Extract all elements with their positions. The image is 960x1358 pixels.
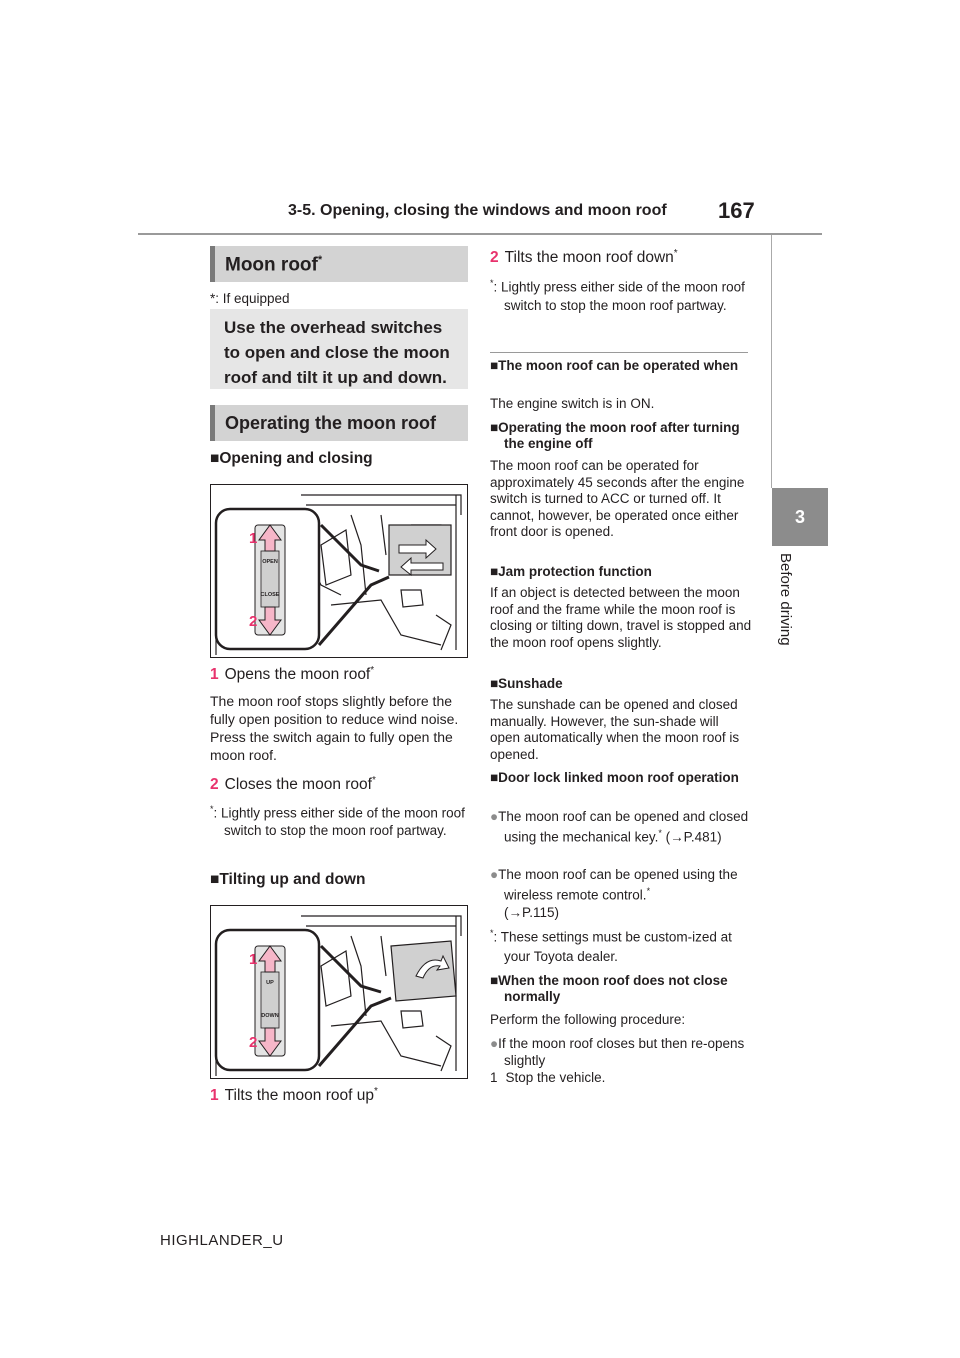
operating-title: Operating the moon roof [210, 405, 468, 441]
note-not-close-text: Perform the following procedure: [490, 1012, 686, 1027]
door-b1-text: The moon roof can be opened and closed using the mechanical key. [498, 809, 749, 845]
note-door-footnote [490, 924, 752, 966]
tilt-fn-mark: * [490, 278, 494, 288]
door-b2-ref[interactable]: (→P.115) [504, 904, 560, 920]
note-sunshade-heading: ■Sunshade [490, 676, 563, 691]
step-tilt-down-num: 2 [490, 249, 499, 267]
callout-1: 1 [249, 530, 258, 547]
opening-heading: ■Opening and closing [210, 450, 373, 467]
close-fn-text: : Lightly press either side of the moon roof switch to stop the moon roof partway. [213, 805, 465, 838]
note-not-close-step [490, 1070, 752, 1087]
switch-label-close: CLOSE [260, 592, 280, 598]
bullet-dot-icon: ● [490, 809, 499, 824]
step-tilt-up [210, 1086, 470, 1105]
note-jam-text: If an object is detected between the moon roof and the frame while the moon roof is closing or tilting down, travel is stopped and the moon roof opens slightly. [490, 585, 752, 650]
callout-2: 2 [249, 613, 258, 630]
note-not-close-heading: ■When the moon roof does not close normally [490, 973, 728, 1004]
note-operated-when-heading: ■The moon roof can be operated when [490, 358, 739, 373]
door-b1-mark: * [658, 828, 662, 838]
step-open-mark: * [370, 665, 375, 676]
step-tilt-down [490, 248, 752, 267]
note-jam-heading: ■Jam protection function [490, 564, 652, 579]
note-operated-when-text: The engine switch is in ON. [490, 396, 655, 411]
door-fn-text: : These settings must be custom-ized at your Toyota dealer. [493, 929, 732, 964]
chapter-tab[interactable]: 3 [772, 488, 828, 546]
tilt-fn-text: : Lightly press either side of the moon roof switch to stop the moon roof partway. [493, 279, 745, 313]
step-tilt-down-text: Tilts the moon roof down [504, 249, 674, 267]
equipped-footnote: *: If equipped [210, 291, 290, 306]
switch-label-down: DOWN [261, 1013, 279, 1019]
tilt-figure [210, 905, 468, 1079]
door-b1-ref[interactable]: (→P.481) [661, 829, 722, 845]
not-close-step-num: 1 [490, 1070, 498, 1085]
note-door-bullet-2 [490, 866, 752, 921]
note-after-off-text: The moon roof can be operated for approximately 45 seconds after the engine switch is turned to ACC or turned off. It cannot, however, be operated once either front door is opened. [490, 458, 745, 539]
note-after-off-heading: ■Operating the moon roof after turning the engine off [490, 420, 740, 451]
step-close-footnote [210, 801, 470, 839]
step-open [210, 665, 470, 684]
side-divider [771, 235, 772, 488]
bullet-dot-icon: ● [490, 1036, 499, 1051]
step-tilt-up-num: 1 [210, 1087, 219, 1105]
note-door-heading: ■Door lock linked moon roof operation [490, 770, 739, 785]
step-close-mark: * [371, 775, 376, 786]
intro-box: Use the overhead switches to open and close the moon roof and tilt it up and down. [210, 309, 468, 389]
tilt-illustration [211, 906, 468, 1079]
chapter-label: Before driving [777, 553, 794, 646]
step-open-note: The moon roof stops slightly before the fully open position to reduce wind noise. Press the switch again to fully open the moon roof. [210, 693, 459, 763]
title-text: Moon roof [225, 254, 318, 276]
close-fn-mark: * [210, 804, 214, 814]
step-tilt-up-mark: * [373, 1086, 378, 1097]
door-b2-mark: * [646, 886, 651, 896]
model-footer: HIGHLANDER_U [160, 1232, 284, 1249]
tilting-heading: ■Tilting up and down [210, 871, 366, 888]
bullet-dot-icon: ● [490, 867, 499, 882]
page-number: 167 [718, 198, 755, 223]
tilt-callout-2: 2 [249, 1034, 258, 1051]
open-close-illustration [211, 485, 468, 658]
step-close [210, 775, 470, 794]
notes-divider [490, 352, 748, 353]
not-close-step-text: Stop the vehicle. [505, 1070, 606, 1085]
step-tilt-down-footnote [490, 274, 752, 315]
header-divider [138, 233, 822, 235]
tilt-callout-1: 1 [249, 951, 258, 968]
moon-roof-title [210, 246, 468, 282]
note-not-close-bullet [490, 1035, 752, 1069]
note-door-bullet-1 [490, 808, 752, 846]
open-close-figure [210, 484, 468, 658]
step-open-num: 1 [210, 666, 219, 684]
step-tilt-down-mark: * [673, 248, 678, 259]
step-open-text: Opens the moon roof [224, 666, 371, 684]
door-fn-mark: * [490, 928, 494, 938]
step-close-num: 2 [210, 776, 219, 794]
switch-label-open: OPEN [262, 559, 278, 565]
switch-label-up: UP [266, 980, 274, 986]
title-mark: * [317, 254, 323, 266]
section-header: 3-5. Opening, closing the windows and moon roof [288, 202, 667, 219]
note-sunshade-text: The sunshade can be opened and closed manually. However, the sun-shade will open automatically when the moon roof is opened. [490, 697, 740, 762]
not-close-b1-text: If the moon roof closes but then re-opens slightly [498, 1036, 745, 1068]
step-tilt-up-text: Tilts the moon roof up [224, 1087, 374, 1105]
door-b2-text: The moon roof can be opened using the wireless remote control. [498, 867, 738, 903]
step-close-text: Closes the moon roof [224, 776, 372, 794]
